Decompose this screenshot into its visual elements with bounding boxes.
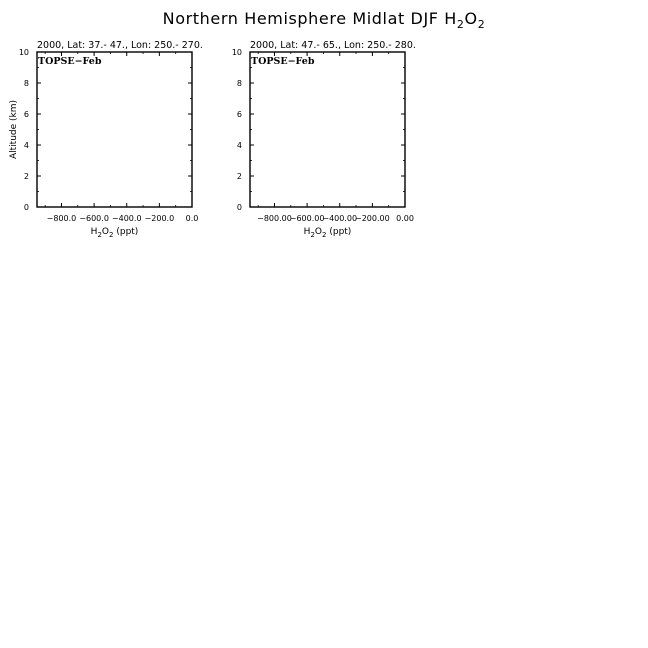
campaign-label: TOPSE−Feb (251, 56, 315, 67)
x-tick-label: 0.0 (185, 214, 199, 223)
y-tick-label: 2 (23, 172, 29, 181)
x-tick-label: −200.0 (144, 214, 175, 223)
y-tick-label: 8 (236, 79, 242, 88)
x-axis-label: $H_2O_2$ (ppt) (303, 227, 352, 239)
y-tick-label: 6 (23, 110, 29, 119)
x-tick-label: −200.00 (355, 214, 390, 223)
x-tick-label: −400.00 (322, 214, 358, 223)
y-tick-label: 6 (236, 110, 242, 119)
x-tick-label: 0.00 (396, 214, 414, 223)
y-tick-label: 0 (23, 203, 29, 212)
plot-frame (37, 52, 192, 207)
panel-title: 2000, Lat: 37.- 47., Lon: 250.- 270. (37, 40, 203, 51)
panel-title: 2000, Lat: 47.- 65., Lon: 250.- 280. (250, 40, 416, 51)
chart-panel-2 (232, 40, 416, 239)
y-axis-label: Altitude (km) (9, 99, 19, 160)
y-tick-label: 4 (236, 141, 242, 150)
figure-title: Northern Hemisphere Midlat DJF $H_2O_2$ (162, 9, 486, 31)
y-tick-label: 10 (18, 48, 29, 57)
x-tick-label: −800.0 (46, 214, 77, 223)
x-tick-label: −600.0 (79, 214, 109, 223)
chart-panel-1 (9, 40, 203, 239)
x-tick-label: −800.00 (257, 214, 292, 223)
campaign-label: TOPSE−Feb (38, 56, 102, 67)
y-tick-label: 4 (23, 141, 29, 150)
y-tick-label: 2 (236, 172, 242, 181)
y-tick-label: 10 (231, 48, 242, 57)
x-axis-label: $H_2O_2$ (ppt) (90, 227, 139, 239)
x-tick-label: −400.0 (111, 214, 142, 223)
x-tick-label: −600.00 (289, 214, 325, 223)
y-tick-label: 8 (23, 79, 29, 88)
plot-frame (250, 52, 405, 207)
y-tick-label: 0 (236, 203, 242, 212)
